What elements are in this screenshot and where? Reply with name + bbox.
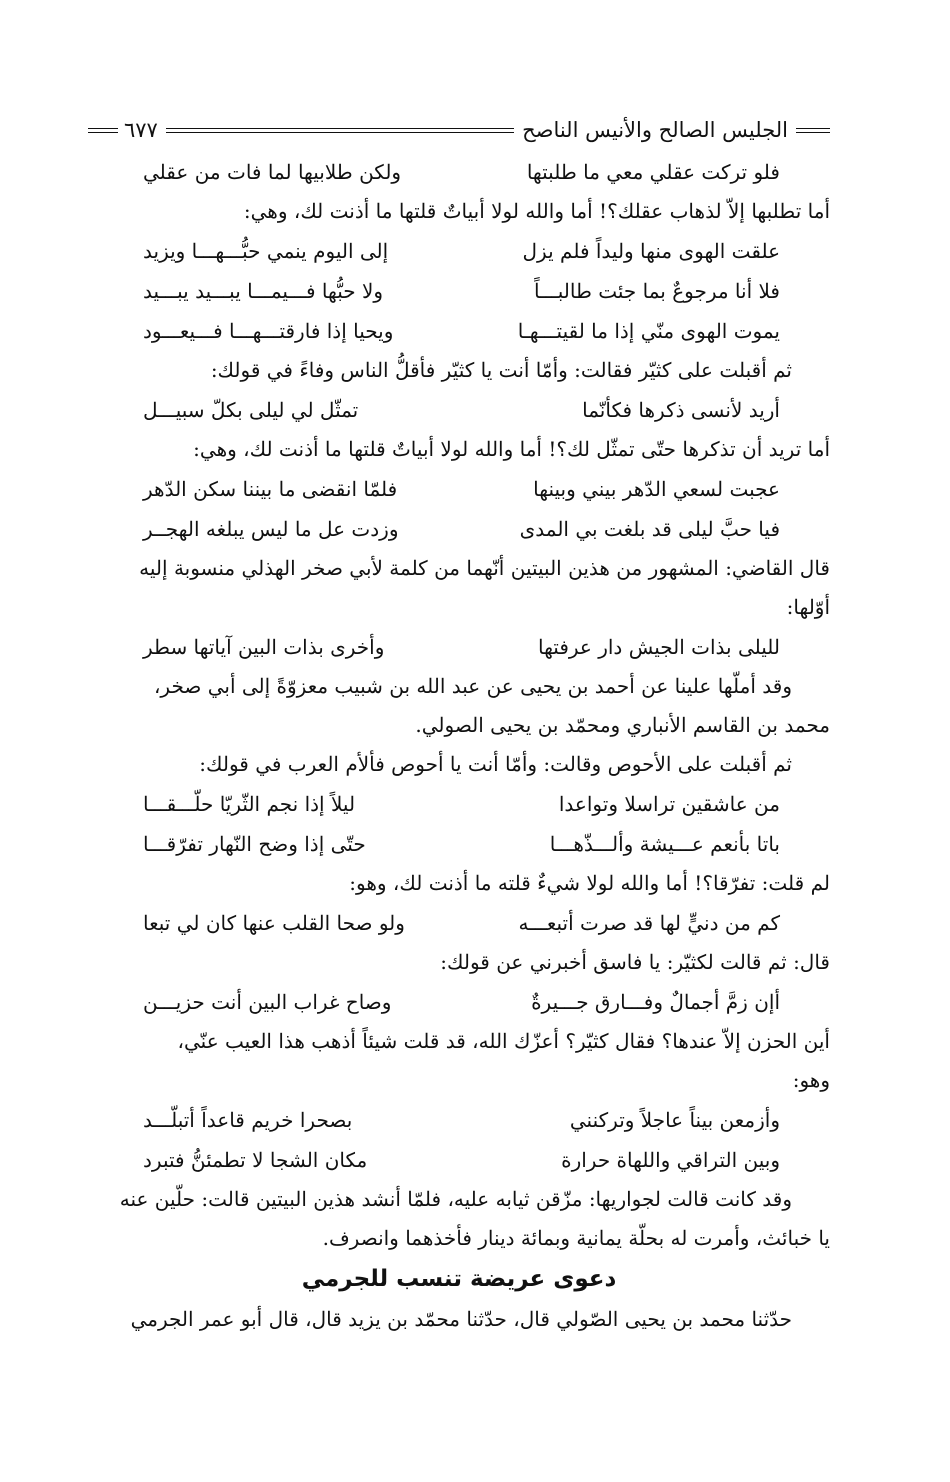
verse-first-hemistich: باتا بأنعم عـــيشة وألـــذّهـــا bbox=[549, 832, 780, 856]
verse-second-hemistich: ويحيا إذا فارقتـــهـــا فـــيعـــود bbox=[143, 319, 394, 343]
verse-first-hemistich: من عاشقين تراسلا وتواعدا bbox=[558, 792, 780, 816]
page-body bbox=[88, 152, 830, 1339]
verse-first-hemistich: لليلى بذات الجيش دار عرفتها bbox=[537, 635, 780, 659]
prose-line: أما تطلبها إلاّ لذهاب عقلك؟! أما والله لولا أبياتٌ قلتها ما أذنت لك، وهي: bbox=[243, 199, 830, 223]
verse-second-hemistich: بصحرا خريم قاعداً أتبلّـــد bbox=[143, 1108, 353, 1132]
verse-first-hemistich: وبين التراقي واللهاة حرارة bbox=[561, 1148, 780, 1172]
prose-line: قال: ثم قالت لكثيّر: يا فاسق أخبرني عن قولك: bbox=[440, 950, 830, 974]
running-header bbox=[88, 108, 830, 152]
verse-line bbox=[88, 311, 830, 351]
verse-line bbox=[88, 903, 830, 943]
verse-first-hemistich: أإن زمَّ أجمالٌ وفـــارق جـــيرةٌ bbox=[531, 990, 780, 1014]
prose-line: أين الحزن إلاّ عندها؟ فقال كثيّر؟ أعزّك الله، قد قلت شيئاً أذهب هذا العيب عنّي، bbox=[177, 1029, 830, 1053]
prose-line: يا خبائث، وأمرت له بحلّة يمانية وبمائة دينار فأخذهما وانصرف. bbox=[322, 1226, 830, 1250]
verse-second-hemistich: إلى اليوم ينمي حبُّـــهـــا ويزيد bbox=[143, 239, 389, 263]
prose-line: وهو: bbox=[792, 1068, 830, 1092]
verse-line bbox=[88, 784, 830, 824]
verse-second-hemistich: ولا حبُّها فـــيمـــا يبـــيد يبـــيد bbox=[143, 279, 384, 303]
verse-line bbox=[88, 824, 830, 864]
prose-line: لم قلت: تفرّقا؟! أما والله لولا شيءٌ قلته ما أذنت لك، وهو: bbox=[349, 871, 830, 895]
verse-first-hemistich: فلو تركت عقلي معي ما طلبتها bbox=[526, 160, 780, 184]
verse-first-hemistich: علقت الهوى منها وليداً فلم يزل bbox=[522, 239, 780, 263]
prose-line: أما تريد أن تذكرها حتّى تمثّل لك؟! أما والله لولا أبياتٌ قلتها ما أذنت لك، وهي: bbox=[193, 437, 830, 461]
header-title: الجليس الصالح والأنيس الناصح bbox=[522, 118, 788, 142]
verse-line bbox=[88, 509, 830, 549]
verse-line bbox=[88, 231, 830, 271]
verse-second-hemistich: ليلاً إذا نجم الثّريّا حلّـــقـــا bbox=[143, 792, 356, 816]
verse-first-hemistich: أريد لأنسى ذكرها فكأنّما bbox=[582, 398, 780, 422]
header-rule-right bbox=[796, 128, 830, 133]
section-heading: دعوى عريضة تنسب للجرمي bbox=[301, 1266, 617, 1292]
header-rule-left bbox=[88, 128, 118, 133]
verse-first-hemistich: كم من دنيٍّ لها قد صرت أتبعـــه bbox=[518, 911, 780, 935]
verse-second-hemistich: تمثّل لي ليلى بكلّ سبيـــل bbox=[143, 398, 359, 422]
prose-line: وقد كانت قالت لجواريها: مزّقن ثيابه عليه، فلمّا أنشد هذين البيتين قالت: حلّين عنه bbox=[119, 1187, 792, 1211]
prose-line: محمد بن القاسم الأنباري ومحمّد بن يحيى الصولي. bbox=[415, 713, 830, 737]
verse-line bbox=[88, 1140, 830, 1180]
verse-line bbox=[88, 152, 830, 192]
verse-second-hemistich: ولكن طلابيها لما فات من عقلي bbox=[143, 160, 402, 184]
verse-line bbox=[88, 390, 830, 430]
verse-line bbox=[88, 627, 830, 667]
header-rule-middle bbox=[166, 128, 514, 133]
verse-second-hemistich: ولو صحا القلب عنها كان لي تبعا bbox=[143, 911, 405, 935]
verse-first-hemistich: فيا حبَّ ليلى قد بلغت بي المدى bbox=[519, 517, 780, 541]
prose-line: قال القاضي: المشهور من هذين البيتين أنّهما من كلمة لأبي صخر الهذلي منسوبة إليه bbox=[139, 556, 830, 580]
verse-second-hemistich: وأخرى بذات البين آياتها سطر bbox=[143, 635, 385, 659]
verse-line bbox=[88, 469, 830, 509]
page-number: ٦٧٧ bbox=[124, 118, 158, 142]
verse-line bbox=[88, 271, 830, 311]
verse-second-hemistich: فلمّا انقضى ما بيننا سكن الدّهر bbox=[143, 477, 398, 501]
prose-line: ثم أقبلت على كثيّر فقالت: وأمّا أنت يا كثيّر فأقلُّ الناس وفاءً في قولك: bbox=[210, 358, 792, 382]
verse-first-hemistich: وأزمعن بيناً عاجلاً وتركنني bbox=[569, 1108, 780, 1132]
verse-second-hemistich: حتّى إذا وضح النّهار تفرّقـــا bbox=[143, 832, 366, 856]
prose-line: حدّثنا محمد بن يحيى الصّولي قال، حدّثنا محمّد بن يزيد قال، قال أبو عمر الجرمي bbox=[130, 1307, 792, 1331]
verse-first-hemistich: عجبت لسعي الدّهر بيني وبينها bbox=[533, 477, 780, 501]
verse-second-hemistich: وزدت عل ما ليس يبلغه الهجــر bbox=[143, 517, 399, 541]
verse-line bbox=[88, 982, 830, 1022]
verse-first-hemistich: فلا أنا مرجوعٌ بما جئت طالبـــاً bbox=[534, 279, 780, 303]
verse-first-hemistich: يموت الهوى منّي إذا ما لقيتـــهـا bbox=[517, 319, 780, 343]
prose-line: أوّلها: bbox=[786, 595, 830, 619]
book-page bbox=[88, 108, 830, 1339]
prose-line: وقد أملّها علينا عن أحمد بن يحيى عن عبد الله بن شبيب معزوّةً إلى أبي صخر، bbox=[153, 674, 792, 698]
verse-second-hemistich: وصاح غراب البين أنت حزيـــن bbox=[143, 990, 392, 1014]
prose-line: ثم أقبلت على الأحوص وقالت: وأمّا أنت يا أحوص فألأم العرب في قولك: bbox=[199, 752, 792, 776]
verse-line bbox=[88, 1100, 830, 1140]
verse-second-hemistich: مكان الشجا لا تطمئنُّ فتبرد bbox=[143, 1148, 368, 1172]
